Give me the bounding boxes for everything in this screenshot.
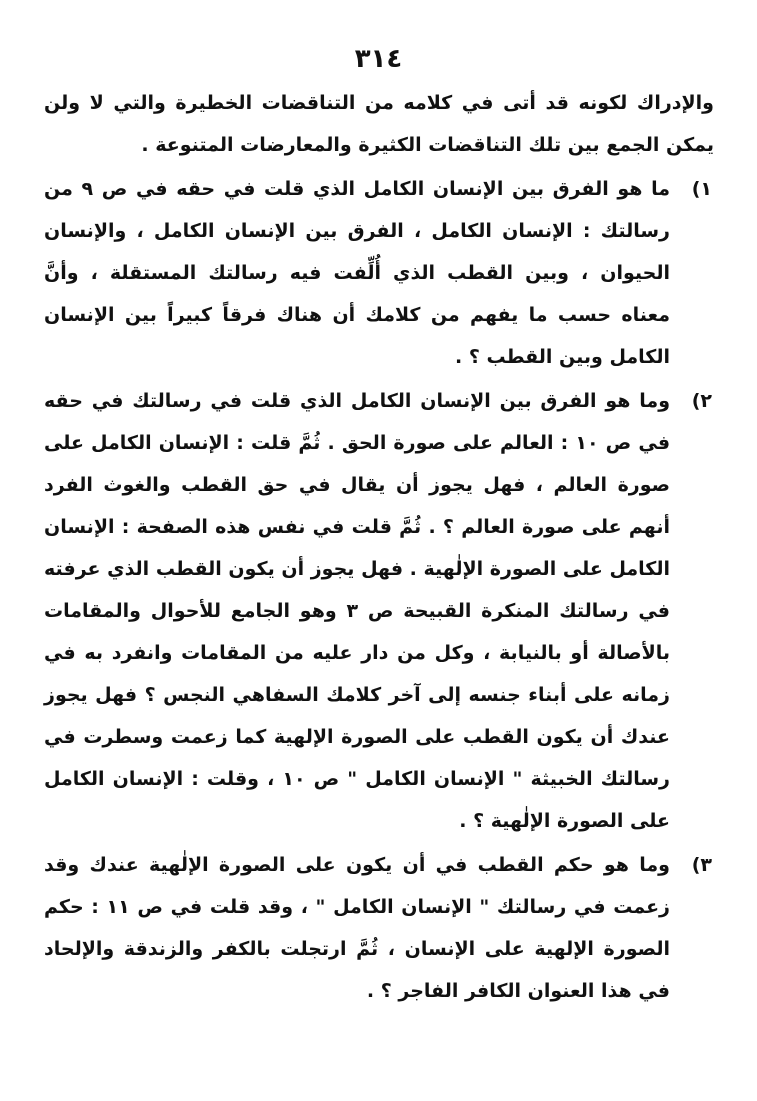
page-number: ٣١٤: [354, 44, 403, 74]
question-number: ٣): [691, 854, 712, 876]
question-item: [44, 844, 714, 1012]
intro-paragraph: والإدراك لكونه قد أتى في كلامه من التناقضات الخطيرة والتي لا ولن يمكن الجمع بين تلك التناقضات الكثيرة والمعارضات المتنوعة .: [44, 92, 714, 156]
question-item: [44, 168, 714, 378]
question-text: وما هو الفرق بين الإنسان الكامل الذي قلت في رسالتك في حقه في ص ١٠ : العالم على صورة الحق . ثُمَّ قلت : الإنسان الكامل على صورة العالم ، فهل يجوز أن يقال في حق القطب والغوث الفرد أنهم على صورة العالم ؟ . ثُمَّ قلت في نفس هذه الصفحة : الإنسان الكامل على الصورة الإلٰهية . فهل يجوز أن يكون القطب الذي عرفته في رسالتك المنكرة القبيحة ص ٣ وهو الجامع للأحوال والمقامات بالأصالة أو بالنيابة ، وكل من دار عليه من المقامات وانفرد به في زمانه على أبناء جنسه إلى آخر كلامك السفاهي النجس ؟ فهل يجوز عندك أن يكون القطب على الصورة الإلهية كما زعمت وسطرت في رسالتك الخبيثة " الإنسان الكامل " ص ١٠ ، وقلت : الإنسان الكامل على الصورة الإلٰهية ؟ .: [44, 390, 671, 832]
question-text: ما هو الفرق بين الإنسان الكامل الذي قلت في حقه في ص ٩ من رسالتك : الإنسان الكامل ، الفرق بين الإنسان الكامل ، والإنسان الحيوان ، وبين القطب الذي أُلِّفت فيه رسالتك المستقلة ، وأنَّ معناه حسب ما يفهم من كلامك أن هناك فرقاً كبيراً بين الإنسان الكامل وبين القطب ؟ .: [44, 178, 670, 368]
question-number: ١): [691, 178, 712, 200]
page-body: [44, 82, 714, 1014]
question-text: وما هو حكم القطب في أن يكون على الصورة الإلٰهية عندك وقد زعمت في رسالتك " الإنسان الكامل " ، وقد قلت في ص ١١ : حكم الصورة الإلهية على الإنسان ، ثُمَّ ارتجلت بالكفر والزندقة والإلحاد في هذا العنوان الكافر الفاجر ؟ .: [44, 854, 670, 1002]
question-number: ٢): [691, 390, 712, 412]
question-item: [44, 380, 714, 842]
